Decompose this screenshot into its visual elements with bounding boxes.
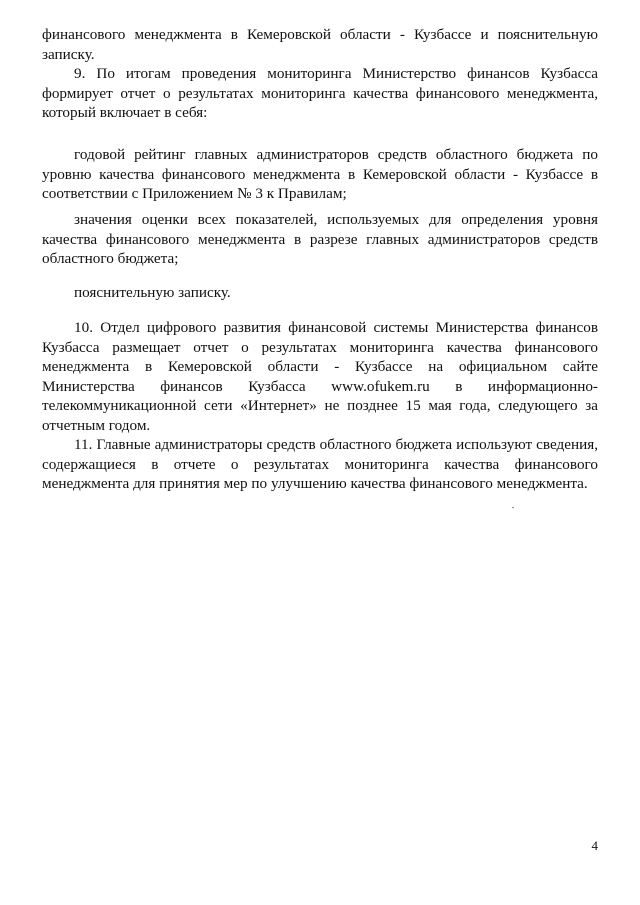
paragraph-annual-rating: годовой рейтинг главных администраторов средств областного бюджета по уровню качества финансового менеджмента в Кемеровской области - Кузбассе в соответствии с Приложением № 3 к Правилам;: [42, 146, 598, 202]
page-number: 4: [591, 838, 598, 853]
paragraph-item-11: 11. Главные администраторы средств областного бюджета используют сведения, содержащиеся в отчете о результатах мониторинга качества финансового менеджмента для принятия мер по улучшению качества финансового менеджмента.: [42, 436, 598, 492]
paragraph-item-9: 9. По итогам проведения мониторинга Министерство финансов Кузбасса формирует отчет о результатах мониторинга качества финансового менеджмента, который включает в себя:: [42, 65, 598, 121]
paragraph-explanatory-note: пояснительную записку.: [74, 284, 231, 301]
paragraph-item-10: 10. Отдел цифрового развития финансовой системы Министерства финансов Кузбасса размещает отчет о результатах мониторинга качества финансового менеджмента в Кемеровской области - Кузбассе на официальном сайте Министерства финансов Кузбасса www.ofukem.ru в информационно-телекоммуникационной сети «Интернет» не позднее 15 мая года, следующего за отчетным годом.: [42, 319, 598, 434]
paragraph-continuation: финансового менеджмента в Кемеровской области - Кузбассе и пояснительную записку.: [42, 26, 598, 63]
paragraph-indicator-values: значения оценки всех показателей, используемых для определения уровня качества финансового менеджмента в разрезе главных администраторов средств областного бюджета;: [42, 211, 598, 267]
scan-speck: [512, 507, 514, 508]
